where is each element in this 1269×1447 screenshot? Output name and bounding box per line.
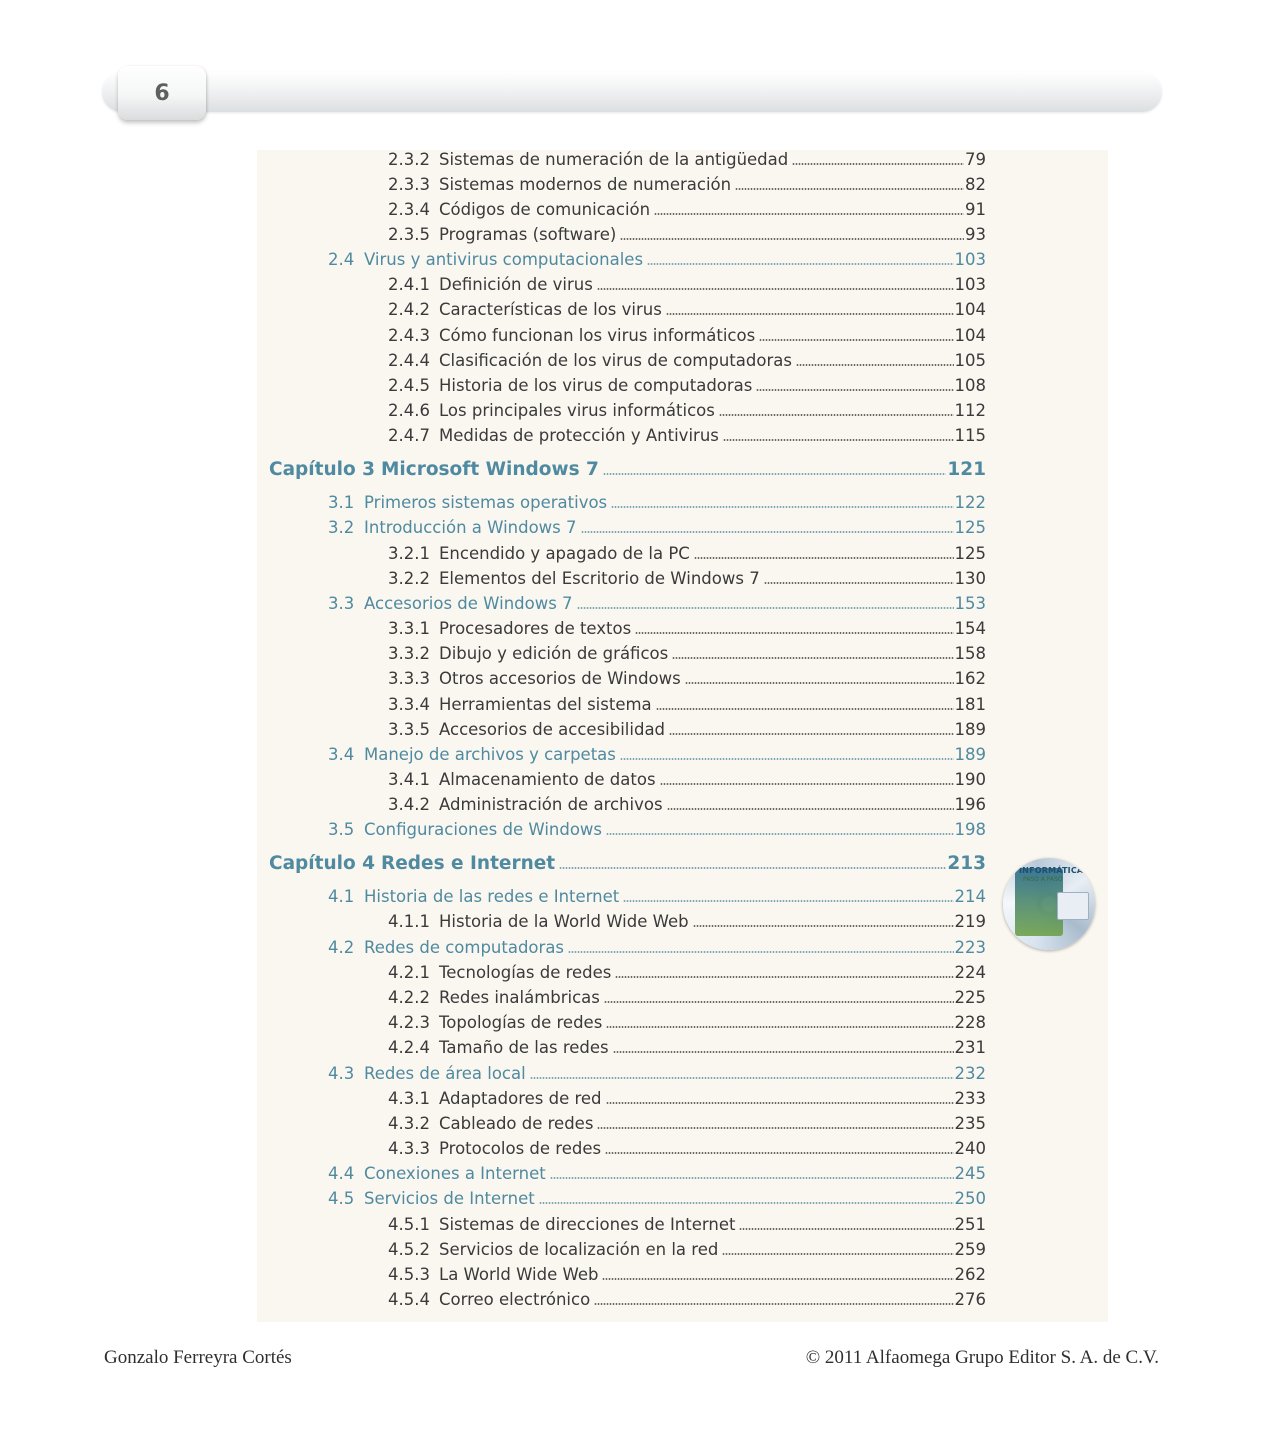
toc-entry-page: 224 — [954, 963, 986, 982]
toc-dot-leader — [577, 607, 954, 609]
toc-entry-title: Los principales virus informáticos — [439, 401, 715, 420]
toc-entry-number: 2.4.4 — [388, 351, 430, 370]
toc-dot-leader — [594, 1303, 953, 1305]
toc-entry-title: Virus y antivirus computacionales — [364, 250, 644, 269]
toc-entry-number: 4.2 — [328, 938, 355, 957]
toc-entry-number: 4.1 — [328, 887, 355, 906]
toc-entry-title: Accesorios de Windows 7 — [364, 594, 573, 613]
toc-entry — [388, 1088, 986, 1110]
toc-entry-title: Manejo de archivos y carpetas — [364, 745, 616, 764]
toc-entry-number: 4.2.3 — [388, 1013, 430, 1032]
toc-dot-leader — [623, 900, 953, 902]
cd-subtitle: PASO A PASO — [1023, 876, 1063, 883]
toc-entry — [328, 517, 986, 539]
cd-screenshot-art — [1057, 892, 1089, 920]
toc-entry-page: 262 — [954, 1265, 986, 1284]
toc-dot-leader — [647, 263, 953, 265]
toc-entry-number: 3.3.5 — [388, 720, 430, 739]
footer-author: Gonzalo Ferreyra Cortés — [104, 1347, 292, 1368]
toc-entry-title: Historia de las redes e Internet — [364, 887, 620, 906]
toc-entry-number: 4.2.2 — [388, 988, 430, 1007]
toc-entry-title: Tecnologías de redes — [439, 963, 612, 982]
toc-entry — [388, 643, 986, 665]
toc-entry-number: 2.3.4 — [388, 200, 430, 219]
toc-entry-title: Encendido y apagado de la PC — [439, 544, 690, 563]
toc-entry-page: 190 — [954, 770, 986, 789]
toc-entry-page: 219 — [954, 912, 986, 931]
toc-dot-leader — [597, 1127, 953, 1129]
toc-entry — [388, 174, 986, 196]
toc-entry-page: 250 — [954, 1189, 986, 1208]
toc-entry-page: 125 — [954, 544, 986, 563]
toc-entry-page: 189 — [954, 720, 986, 739]
toc-entry — [328, 593, 986, 615]
toc-entry-title: Programas (software) — [439, 225, 617, 244]
toc-entry-page: 162 — [954, 669, 986, 688]
toc-entry-page: 251 — [954, 1215, 986, 1234]
toc-entry — [388, 1113, 986, 1135]
toc-entry — [388, 1239, 986, 1261]
toc-dot-leader — [615, 976, 953, 978]
toc-dot-leader — [654, 213, 964, 215]
toc-entry — [388, 987, 986, 1009]
toc-dot-leader — [568, 951, 953, 953]
toc-entry-number: 4.5.4 — [388, 1290, 430, 1309]
toc-entry — [328, 249, 986, 271]
toc-entry-page: 154 — [954, 619, 986, 638]
toc-entry-page: 214 — [954, 887, 986, 906]
toc-entry-number: 3.2.2 — [388, 569, 430, 588]
toc-entry-page: 130 — [954, 569, 986, 588]
toc-dot-leader — [672, 657, 953, 659]
toc-entry-page: 259 — [954, 1240, 986, 1259]
toc-entry-number: 4.2.1 — [388, 963, 430, 982]
cd-title: INFORMÁTICA — [1019, 866, 1084, 875]
toc-dot-leader — [764, 582, 954, 584]
toc-entry — [388, 325, 986, 347]
toc-entry-title: Administración de archivos — [439, 795, 663, 814]
toc-entry-title: Protocolos de redes — [439, 1139, 602, 1158]
toc-entry — [388, 794, 986, 816]
toc-entry-title: Historia de los virus de computadoras — [439, 376, 753, 395]
toc-entry — [328, 1188, 986, 1210]
toc-entry-title: Microsoft Windows 7 — [381, 459, 599, 480]
toc-entry-page: 91 — [965, 200, 986, 219]
footer-copyright: © 2011 Alfaomega Grupo Editor S. A. de C.V. — [805, 1347, 1159, 1368]
toc-entry-page: 245 — [954, 1164, 986, 1183]
toc-entry-number: 4.3.1 — [388, 1089, 430, 1108]
toc-entry-page: 79 — [965, 150, 986, 169]
toc-entry-number: Capítulo 4 — [269, 853, 376, 874]
toc-entry-title: Clasificación de los virus de computadoras — [439, 351, 792, 370]
toc-entry — [388, 1012, 986, 1034]
toc-entry-title: Sistemas de numeración de la antigüedad — [439, 150, 789, 169]
toc-entry-number: 4.5.3 — [388, 1265, 430, 1284]
toc-dot-leader — [635, 632, 953, 634]
toc-entry-title: Historia de la World Wide Web — [439, 912, 689, 931]
toc-entry — [328, 937, 986, 959]
toc-entry-page: 115 — [954, 426, 986, 445]
toc-entry-number: 3.3.2 — [388, 644, 430, 663]
toc-entry — [388, 299, 986, 321]
toc-entry-page: 181 — [954, 695, 986, 714]
toc-entry-page: 82 — [965, 175, 986, 194]
toc-chapter-entry — [269, 851, 986, 877]
toc-entry-title: Configuraciones de Windows — [364, 820, 603, 839]
toc-entry-page: 196 — [954, 795, 986, 814]
toc-entry-title: Adaptadores de red — [439, 1089, 602, 1108]
toc-entry-title: Servicios de localización en la red — [439, 1240, 719, 1259]
toc-dot-leader — [611, 506, 953, 508]
toc-entry-number: 3.2.1 — [388, 544, 430, 563]
toc-dot-leader — [550, 1177, 954, 1179]
toc-entry-page: 105 — [954, 351, 986, 370]
toc-entry-page: 189 — [954, 745, 986, 764]
toc-entry-number: 4.3 — [328, 1064, 355, 1083]
toc-entry — [388, 1037, 986, 1059]
toc-dot-leader — [669, 733, 953, 735]
toc-entry — [388, 962, 986, 984]
toc-entry-page: 104 — [954, 300, 986, 319]
toc-entry-page: 198 — [954, 820, 986, 839]
toc-entry-number: 3.4.1 — [388, 770, 430, 789]
toc-dot-leader — [722, 1253, 953, 1255]
toc-entry-title: Introducción a Windows 7 — [364, 518, 577, 537]
toc-entry — [328, 819, 986, 841]
toc-entry-number: 2.4.3 — [388, 326, 430, 345]
toc-dot-leader — [559, 867, 946, 869]
toc-entry — [388, 224, 986, 246]
toc-entry-page: 103 — [954, 275, 986, 294]
toc-entry-title: Medidas de protección y Antivirus — [439, 426, 719, 445]
toc-dot-leader — [620, 238, 964, 240]
toc-entry-page: 232 — [954, 1064, 986, 1083]
toc-entry-title: Servicios de Internet — [364, 1189, 535, 1208]
toc-entry — [388, 1289, 986, 1311]
toc-entry-page: 108 — [954, 376, 986, 395]
toc-dot-leader — [719, 414, 954, 416]
toc-entry-page: 112 — [954, 401, 986, 420]
toc-entry-number: 3.3 — [328, 594, 355, 613]
toc-dot-leader — [581, 531, 954, 533]
toc-entry-number: 2.3.3 — [388, 175, 430, 194]
toc-dot-leader — [756, 389, 953, 391]
toc-entry-page: 225 — [954, 988, 986, 1007]
toc-entry-title: Herramientas del sistema — [439, 695, 652, 714]
toc-dot-leader — [694, 557, 954, 559]
toc-entry-number: 3.2 — [328, 518, 355, 537]
toc-dot-leader — [792, 163, 964, 165]
toc-entry-number: 2.3.5 — [388, 225, 430, 244]
toc-entry-title: La World Wide Web — [439, 1265, 599, 1284]
page-number: 6 — [154, 80, 170, 106]
toc-entry-number: 2.4.1 — [388, 275, 430, 294]
toc-dot-leader — [606, 1102, 954, 1104]
toc-chapter-entry — [269, 457, 986, 483]
toc-entry — [388, 149, 986, 171]
toc-entry — [328, 886, 986, 908]
toc-entry-page: 153 — [954, 594, 986, 613]
toc-entry-number: 4.4 — [328, 1164, 355, 1183]
toc-entry-title: Correo electrónico — [439, 1290, 591, 1309]
toc-entry-page: 223 — [954, 938, 986, 957]
toc-entry — [328, 1063, 986, 1085]
toc-dot-leader — [620, 758, 954, 760]
toc-entry-number: 2.4.6 — [388, 401, 430, 420]
toc-entry-page: 158 — [954, 644, 986, 663]
toc-entry-title: Almacenamiento de datos — [439, 770, 656, 789]
toc-entry — [388, 769, 986, 791]
toc-entry-number: 4.3.3 — [388, 1139, 430, 1158]
toc-dot-leader — [656, 708, 954, 710]
toc-entry-title: Cómo funcionan los virus informáticos — [439, 326, 756, 345]
page-number-tab — [118, 66, 206, 120]
toc-entry-number: 3.3.1 — [388, 619, 430, 638]
toc-entry-title: Sistemas modernos de numeración — [439, 175, 732, 194]
toc-entry — [388, 1214, 986, 1236]
toc-entry-number: 2.4.2 — [388, 300, 430, 319]
toc-entry-title: Códigos de comunicación — [439, 200, 651, 219]
toc-entry-page: 121 — [947, 459, 986, 480]
toc-entry-number: 4.3.2 — [388, 1114, 430, 1133]
toc-entry-number: Capítulo 3 — [269, 459, 376, 480]
toc-entry-title: Redes de computadoras — [364, 938, 565, 957]
toc-entry — [388, 568, 986, 590]
toc-entry-title: Cableado de redes — [439, 1114, 594, 1133]
toc-entry — [328, 492, 986, 514]
toc-entry-title: Características de los virus — [439, 300, 662, 319]
toc-entry — [328, 1163, 986, 1185]
toc-dot-leader — [660, 783, 954, 785]
toc-dot-leader — [530, 1077, 954, 1079]
toc-entry-number: 3.3.4 — [388, 695, 430, 714]
toc-entry-number: 4.2.4 — [388, 1038, 430, 1057]
toc-entry — [388, 719, 986, 741]
toc-entry — [388, 375, 986, 397]
toc-entry — [388, 400, 986, 422]
toc-entry — [388, 1138, 986, 1160]
toc-dot-leader — [723, 439, 954, 441]
toc-entry — [388, 425, 986, 447]
toc-entry-number: 2.4.7 — [388, 426, 430, 445]
toc-entry-title: Redes e Internet — [381, 853, 556, 874]
toc-dot-leader — [597, 288, 954, 290]
cd-disc-icon — [1003, 858, 1095, 950]
toc-entry-page: 233 — [954, 1089, 986, 1108]
toc-dot-leader — [603, 473, 946, 475]
toc-entry — [388, 199, 986, 221]
toc-entry-number: 2.4.5 — [388, 376, 430, 395]
toc-entry-title: Dibujo y edición de gráficos — [439, 644, 669, 663]
toc-entry — [388, 694, 986, 716]
toc-entry — [328, 744, 986, 766]
toc-entry-title: Primeros sistemas operativos — [364, 493, 608, 512]
header-bar — [102, 72, 1162, 112]
toc-entry-page: 228 — [954, 1013, 986, 1032]
toc-entry — [388, 543, 986, 565]
toc-entry-title: Topologías de redes — [439, 1013, 603, 1032]
toc-entry — [388, 668, 986, 690]
toc-entry-title: Tamaño de las redes — [439, 1038, 609, 1057]
toc-dot-leader — [759, 339, 953, 341]
toc-entry-number: 3.4.2 — [388, 795, 430, 814]
toc-entry-title: Redes de área local — [364, 1064, 526, 1083]
toc-entry-title: Accesorios de accesibilidad — [439, 720, 666, 739]
toc-entry-title: Otros accesorios de Windows — [439, 669, 681, 688]
toc-entry-number: 3.1 — [328, 493, 355, 512]
toc-entry-title: Sistemas de direcciones de Internet — [439, 1215, 736, 1234]
toc-dot-leader — [796, 364, 954, 366]
toc-entry-title: Definición de virus — [439, 275, 593, 294]
toc-entry-page: 103 — [954, 250, 986, 269]
toc-dot-leader — [602, 1278, 953, 1280]
toc-entry — [388, 911, 986, 933]
toc-entry-page: 235 — [954, 1114, 986, 1133]
toc-dot-leader — [613, 1051, 954, 1053]
toc-dot-leader — [693, 925, 954, 927]
toc-entry-number: 4.1.1 — [388, 912, 430, 931]
toc-entry — [388, 1264, 986, 1286]
toc-entry-page: 104 — [954, 326, 986, 345]
toc-entry-page: 276 — [954, 1290, 986, 1309]
toc-entry-title: Redes inalámbricas — [439, 988, 600, 1007]
toc-dot-leader — [685, 682, 954, 684]
toc-dot-leader — [735, 188, 964, 190]
toc-entry — [388, 350, 986, 372]
toc-entry-page: 125 — [954, 518, 986, 537]
toc-entry-page: 213 — [947, 853, 986, 874]
toc-entry-page: 122 — [954, 493, 986, 512]
toc-entry-number: 2.4 — [328, 250, 355, 269]
toc-dot-leader — [739, 1228, 953, 1230]
toc-entry-number: 3.5 — [328, 820, 355, 839]
toc-dot-leader — [606, 833, 953, 835]
toc-entry-page: 240 — [954, 1139, 986, 1158]
toc-dot-leader — [606, 1026, 953, 1028]
toc-entry-title: Elementos del Escritorio de Windows 7 — [439, 569, 760, 588]
toc-entry — [388, 274, 986, 296]
toc-entry-page: 93 — [965, 225, 986, 244]
toc-entry-title: Procesadores de textos — [439, 619, 632, 638]
toc-dot-leader — [539, 1202, 954, 1204]
toc-dot-leader — [667, 808, 954, 810]
toc-entry-number: 4.5 — [328, 1189, 355, 1208]
toc-dot-leader — [666, 313, 954, 315]
toc-entry-number: 2.3.2 — [388, 150, 430, 169]
toc-entry-number: 3.3.3 — [388, 669, 430, 688]
toc-entry — [388, 618, 986, 640]
toc-entry-number: 3.4 — [328, 745, 355, 764]
toc-entry-page: 231 — [954, 1038, 986, 1057]
toc-entry-title: Conexiones a Internet — [364, 1164, 546, 1183]
toc-dot-leader — [604, 1001, 954, 1003]
toc-dot-leader — [605, 1152, 953, 1154]
toc-entry-number: 4.5.2 — [388, 1240, 430, 1259]
toc-entry-number: 4.5.1 — [388, 1215, 430, 1234]
